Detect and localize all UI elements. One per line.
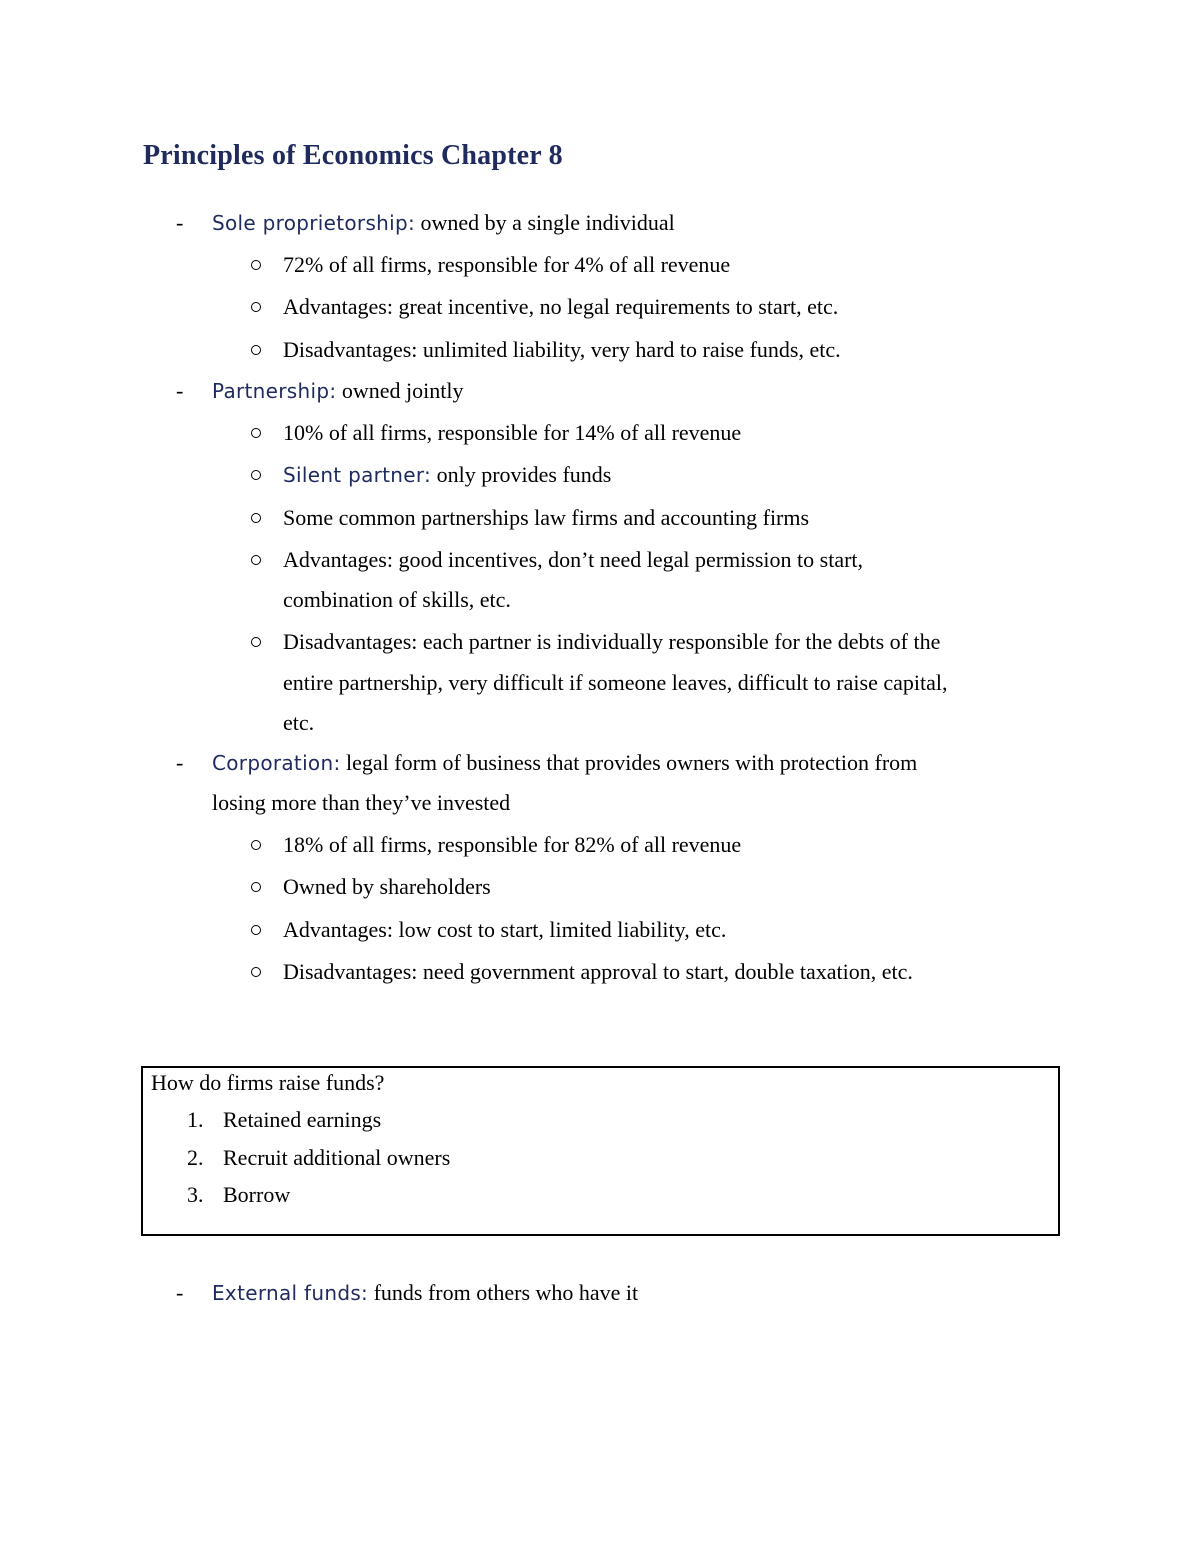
term-external-funds: External funds: [212,1281,369,1305]
list-number: 2. [187,1145,204,1170]
list-item: Disadvantages: each partner is individually responsible for the debts of the [283,629,941,654]
list-item: 18% of all firms, responsible for 82% of all revenue [283,832,742,857]
list-item: Disadvantages: need government approval to start, double taxation, etc. [283,959,913,984]
list-item: 10% of all firms, responsible for 14% of all revenue [283,420,742,445]
list-item: Recruit additional owners [223,1145,451,1170]
dash-bullet: - [176,210,184,235]
definition-sole-proprietorship: owned by a single individual [415,210,675,235]
circle-bullet-icon [251,637,261,647]
term-corporation: Corporation: [212,751,341,775]
definition-external-funds: funds from others who have it [368,1280,639,1305]
dash-bullet: - [176,378,184,403]
section-sole-proprietorship [212,209,675,237]
definition-silent-partner: only provides funds [431,462,612,487]
section-external-funds [212,1279,638,1307]
list-item: Retained earnings [223,1107,382,1132]
list-item-silent-partner [283,461,611,489]
circle-bullet-icon [251,555,261,565]
list-item: Advantages: good incentives, don’t need legal permission to start, [283,547,864,572]
list-item: Advantages: great incentive, no legal requirements to start, etc. [283,294,839,319]
circle-bullet-icon [251,302,261,312]
page-title: Principles of Economics Chapter 8 [143,140,563,171]
definition-corporation-continuation: losing more than they’ve invested [212,790,511,815]
list-item: Borrow [223,1182,291,1207]
definition-corporation: legal form of business that provides owners with protection from [340,750,918,775]
section-corporation [212,749,917,777]
dash-bullet: - [176,1280,184,1305]
funds-box-title: How do firms raise funds? [151,1070,385,1095]
section-partnership [212,377,463,405]
circle-bullet-icon [251,967,261,977]
list-number: 1. [187,1107,204,1132]
list-item-continuation: etc. [283,710,315,735]
list-item: Owned by shareholders [283,874,491,899]
definition-partnership: owned jointly [336,378,464,403]
circle-bullet-icon [251,345,261,355]
list-number: 3. [187,1182,204,1207]
circle-bullet-icon [251,260,261,270]
circle-bullet-icon [251,925,261,935]
term-silent-partner: Silent partner: [283,463,432,487]
list-item-continuation: entire partnership, very difficult if someone leaves, difficult to raise capital, [283,670,948,695]
list-item: Disadvantages: unlimited liability, very hard to raise funds, etc. [283,337,841,362]
circle-bullet-icon [251,470,261,480]
dash-bullet: - [176,750,184,775]
term-sole-proprietorship: Sole proprietorship: [212,211,416,235]
circle-bullet-icon [251,882,261,892]
term-partnership: Partnership: [212,379,337,403]
list-item: Some common partnerships law firms and accounting firms [283,505,810,530]
circle-bullet-icon [251,840,261,850]
list-item: Advantages: low cost to start, limited liability, etc. [283,917,727,942]
circle-bullet-icon [251,513,261,523]
list-item-continuation: combination of skills, etc. [283,587,511,612]
list-item: 72% of all firms, responsible for 4% of all revenue [283,252,731,277]
circle-bullet-icon [251,428,261,438]
